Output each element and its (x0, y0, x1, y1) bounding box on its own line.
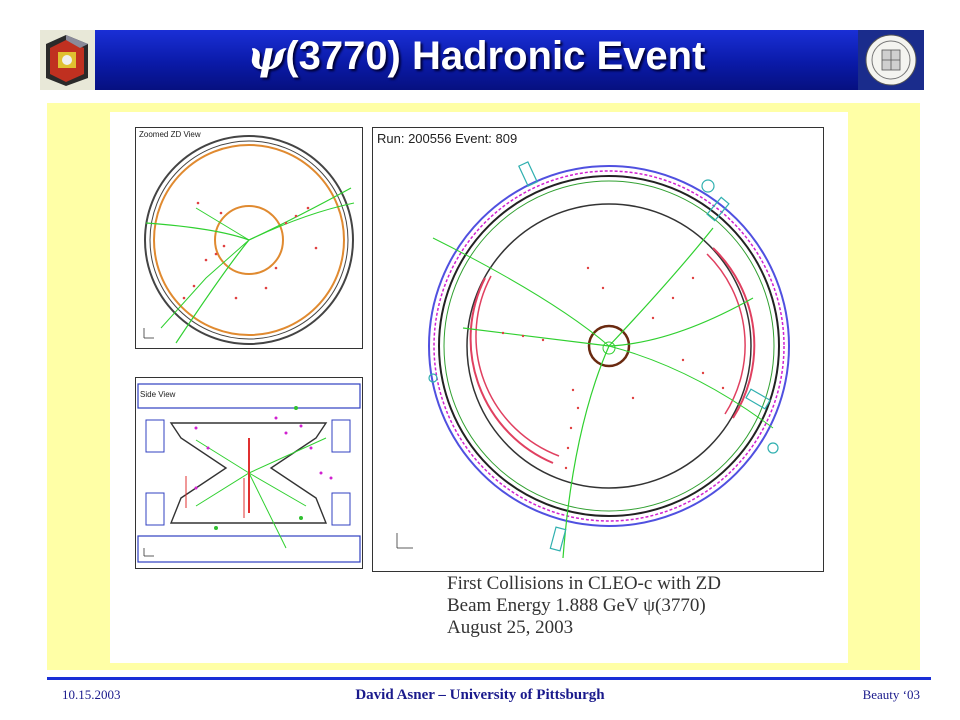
side-view-panel (135, 377, 363, 569)
side-view-label: Side View (140, 390, 176, 399)
university-seal (858, 30, 924, 90)
footer-divider (47, 677, 931, 680)
footer-date: 10.15.2003 (62, 687, 121, 702)
figure-caption (447, 573, 721, 639)
end-view-drawing (373, 128, 823, 571)
cleo-logo (40, 30, 95, 90)
run-event-label: Run: 200556 Event: 809 (377, 131, 518, 146)
zd-view-label: Zoomed ZD View (139, 130, 201, 139)
zoomed-zd-view-panel (135, 127, 363, 349)
footer-conference: Beauty ‘03 (862, 687, 920, 702)
footer-author: David Asner – University of Pittsburgh (355, 687, 605, 703)
side-view-drawing (136, 378, 362, 568)
title-text: (3770) Hadronic Event (285, 34, 706, 78)
caption-line-2: Beam Energy 1.888 GeV ψ(3770) (447, 595, 706, 616)
slide-title (95, 30, 858, 82)
title-symbol: ψ (247, 32, 286, 79)
caption-line-3: August 25, 2003 (447, 617, 574, 638)
zd-view-drawing (136, 128, 362, 348)
caption-line-1: First Collisions in CLEO-c with ZD (447, 573, 721, 594)
main-event-view-panel (372, 127, 824, 572)
event-display-figure (110, 112, 848, 663)
